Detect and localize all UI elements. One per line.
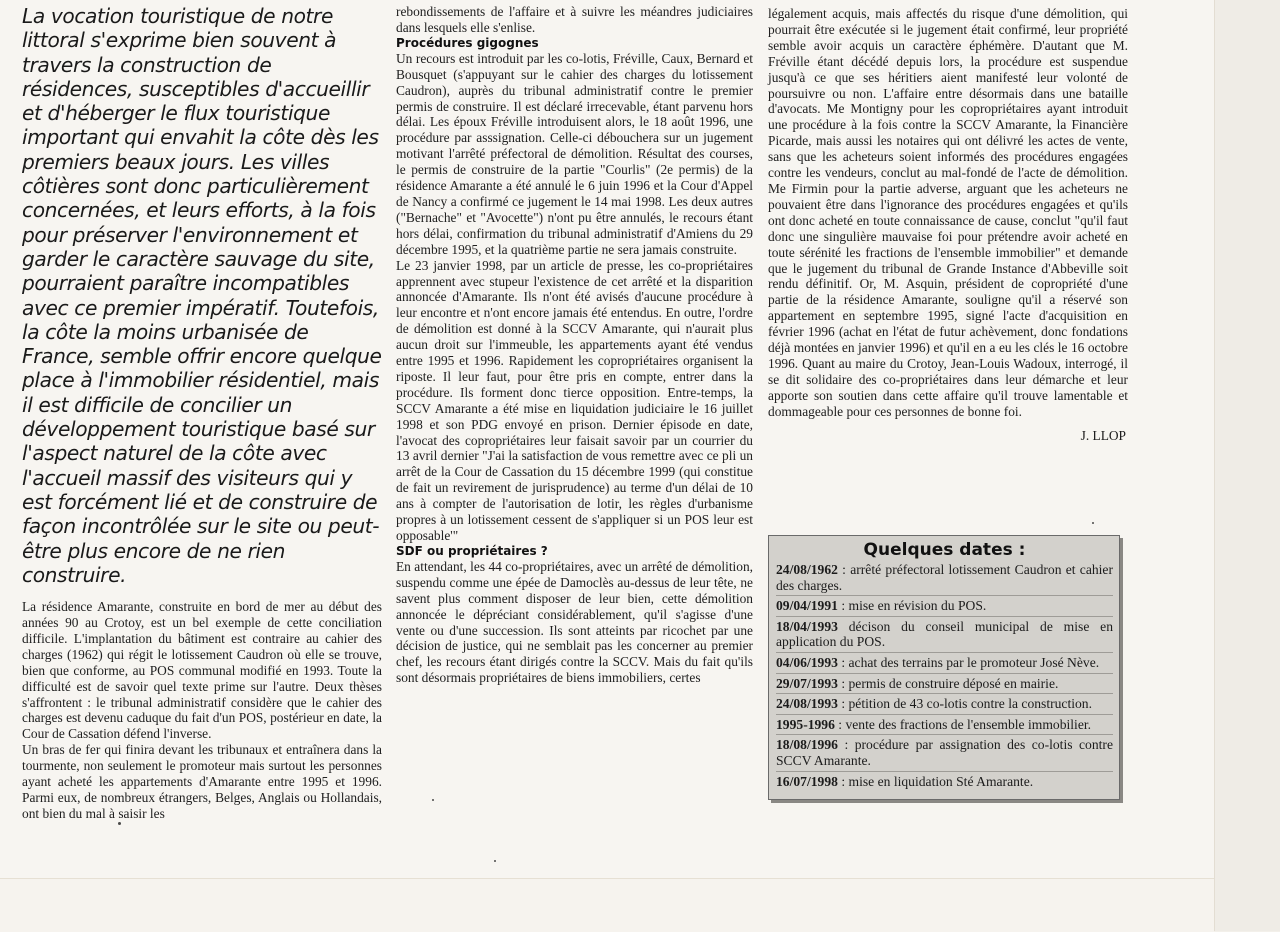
date-description: : mise en révision du POS. <box>837 598 987 614</box>
date-entry <box>776 717 1113 736</box>
column-2 <box>396 4 753 686</box>
date-entry <box>776 774 1113 792</box>
paragraph: Un bras de fer qui finira devant les tribunaux et entraînera dans la tourmente, non seulement le promoteur mais surtout les personnes ayant acheté les appartements d'Amarante entre 1995 et 1996. Parmi eux, de nombreux étrangers, Belges, Anglais ou Hollandais, ont bien du mal à saisir les <box>22 742 382 821</box>
date-description: : mise en liquidation Sté Amarante. <box>837 773 1034 789</box>
date-value: 16/07/1998 <box>776 773 838 789</box>
print-speck <box>1092 522 1094 524</box>
column-3 <box>768 6 1128 444</box>
section-title-sdf: SDF ou propriétaires ? <box>396 543 548 558</box>
date-description: décison du conseil municipal de mise en application du POS. <box>776 618 1113 650</box>
paragraph: Un recours est introduit par les co-lotis, Fréville, Caux, Bernard et Bousquet (s'appuyant sur le cahier des charges du lotissement Caudron), auprès du tribunal administratif contre le premier permis de construire. Il est déclaré irrecevable, étant parvenu hors délai. Les époux Fréville introduisent alors, le 18 août 1996, une procédure par asssignation. Celle-ci débouchera sur un jugement motivant l'arrêté préfectoral de démolition. Résultat des courses, le permis de construire de la partie "Courlis" (2e permis) de la résidence Amarante a été annulé le 6 juin 1996 et la Cour d'Appel de Nancy a confirmé ce jugement le 14 mai 1998. Les deux autres ("Bernache" et "Avocette") n'ont pu être annulés, le recours étant hors délai, confirmation du tribunal administratif d'Amiens du 29 décembre 1995, et la quatrième partie ne sera jamais construite. <box>396 50 753 257</box>
date-entry <box>776 655 1113 674</box>
column-1-body <box>22 599 382 822</box>
page-margin <box>1214 0 1280 931</box>
paragraph: légalement acquis, mais affectés du risque d'une démolition, qui pourrait être exécutée si le jugement était confirmé, leur propriété semble avoir acquis un caractère éphémère. D'autant que M. Fréville étant décédé depuis lors, la procédure est suspendue jusqu'à ce que ses héritiers aient manifesté leur volonté de poursuivre ou non. L'affaire entre désormais dans une bataille d'avocats. Me Montigny pour les copropriétaires ayant introduit une procédure à la fois contre la SCCV Amarante, la Financière Picarde, mais aussi les notaires qui ont délivré les actes de vente, sans que les acheteurs soient informés des procédures engagées contre les vendeurs, conclut au mal-fondé de l'acte de démolition. Me Firmin pour la partie adverse, arguant que les acheteurs ne pouvaient être dans l'ignorance des procédures engagées et qu'ils ont donc acheté en toute connaissance de cause, conclut "qu'il faut donc une singulière mauvaise foi pour prétendre avoir acheté en toute sérénité les fractions de l'ensemble immobilier" et demande que le jugement du tribunal de Grande Instance d'Abbeville soit rendu définitif. Or, M. Asquin, président de copropriété d'une partie de la résidence Amarante, souligne qu'il a réservé son appartement en septembre 1995, signé l'acte d'acquisition en février 1996 (achat en l'état de futur achèvement, donc fondations déjà montées en janvier 1996) et qu'il en a eu les clés le 16 octobre 1996. Quant au maire du Crotoy, Jean-Louis Wadoux, interrogé, il se dit solidaire des co-propriétaires dans leur démarche et leur apporte son soutien dans cette affaire qu'il trouve lamentable et dommageable pour ces personnes de bonne foi. <box>768 6 1128 419</box>
date-description: : permis de construire déposé en mairie. <box>837 675 1059 691</box>
print-speck <box>494 860 496 862</box>
date-value: 1995-1996 <box>776 716 835 732</box>
paragraph: rebondissements de l'affaire et à suivre les méandres judiciaires dans lesquels elle s'enlise. <box>396 4 753 35</box>
column-1 <box>22 0 382 822</box>
date-description: : arrêté préfectoral lotissement Caudron et cahier des charges. <box>776 562 1113 593</box>
date-value: 24/08/1993 <box>776 696 838 712</box>
date-value: 04/06/1993 <box>776 654 838 670</box>
paragraph: Le 23 janvier 1998, par un article de presse, les co-propriétaires apprennent avec stupeur l'existence de cet arrêté et la disparition annoncée d'Amarante. Ils n'ont été avisés d'aucune procédure à leur encontre et n'ont encore jamais été entendus. En outre, l'ordre de démolition est donné à la SCCV Amarante, qui n'aurait plus aucun droit sur l'immeuble, les appartements ayant été vendus entre 1995 et 1996. Rapidement les copropriétaires organisent la riposte. Il leur faut, pour être pris en compte, entrer dans la procédure. Ils forment donc tierce opposition. Entre-temps, la SCCV Amarante a été mise en liquidation judiciaire le 16 juillet 1998 et son PDG envoyé en prison. Dernier épisode en date, l'avocat des copropriétaires leur faisait savoir par un courrier du 13 avril dernier "J'ai la satisfaction de vous remettre avec ce pli un arrêt de la Cour de Cassation du 15 décembre 1999 (qui constitue de fait un revirement de jurisprudence) au terme d'un délai de 10 ans à compter de l'autorisation de lotir, les règles d'urbanisme propres à un lotissement cessent de s'appliquer si un POS leur est opposable'" <box>396 257 753 543</box>
paragraph: La résidence Amarante, construite en bord de mer au début des années 90 au Crotoy, est un bel exemple de cette conciliation difficile. L'implantation du bâtiment est contraire au cahier des charges (1962) qui régit le lotissement Caudron où elle se trouve, bien que conforme, au POS communal modifié en 1993. Toute la difficulté est de savoir quel texte prime sur l'autre. Deux thèses s'affrontent : le tribunal administratif considère que le cahier des charges est devenu caduque du fait d'un POS, postérieur en date, la Cour de Cassation défend l'inverse. <box>22 599 382 742</box>
key-dates-box <box>768 535 1120 800</box>
date-value: 29/07/1993 <box>776 675 838 691</box>
date-entry <box>776 619 1113 653</box>
date-entry <box>776 676 1113 695</box>
date-entry <box>776 737 1113 771</box>
date-description: : pétition de 43 co-lotis contre la construction. <box>837 696 1093 712</box>
column-2-body <box>396 4 753 686</box>
author-signature: J. LLOP <box>1080 427 1126 443</box>
key-dates-title: Quelques dates : <box>863 540 1026 560</box>
date-value: 24/08/1962 <box>776 562 838 577</box>
article-lead: La vocation touristique de notre littoral s'exprime bien souvent à travers la construction de résidences, susceptibles d'accueillir et d'héberger le flux touristique important qui envahit la côte dès les premiers beaux jours. Les villes côtières sont donc particulièrement concernées, et leurs efforts, à la fois pour préserver l'environnement et garder le caractère sauvage du site, pourraient paraître incompatibles avec ce premier impératif. Toutefois, la côte la moins urbanisée de France, semble offrir encore quelque place à l'immobilier résidentiel, mais il est difficile de concilier un développement touristique basé sur l'aspect naturel de la côte avec l'accueil massif des visiteurs qui y est forcément lié et de construire de façon incontrôlée sur le site ou peut-être plus encore de ne rien construire. <box>22 4 382 587</box>
date-entry <box>776 598 1113 617</box>
date-entry <box>776 696 1113 715</box>
print-speck <box>118 822 121 825</box>
date-description: : vente des fractions de l'ensemble immobilier. <box>834 716 1092 732</box>
date-value: 18/08/1996 <box>776 737 838 753</box>
column-3-body <box>768 6 1128 420</box>
print-speck <box>432 799 434 801</box>
date-value: 18/04/1993 <box>776 618 838 634</box>
bottom-margin <box>0 878 1214 932</box>
date-description: : achat des terrains par le promoteur José Nève. <box>837 654 1100 670</box>
date-value: 09/04/1991 <box>776 598 838 614</box>
key-dates-list <box>776 562 1113 791</box>
date-entry <box>776 562 1113 596</box>
paragraph: En attendant, les 44 co-propriétaires, avec un arrêté de démolition, suspendu comme une épée de Damoclès au-dessus de leur tête, ne savent plus comment disposer de leur bien, cette démolition annoncée le dépréciant considérablement, qu'il s'agisse d'une vente ou d'une succession. Ils sont atteints par ricochet par une décision de justice, qui ne semblait pas les concerner au premier chef, les recours étant dirigés contre la SCCV. Mais du fait qu'ils sont désormais propriétaires de biens immobiliers, certes <box>396 558 753 686</box>
date-description: : procédure par assignation des co-lotis contre SCCV Amarante. <box>776 737 1113 768</box>
section-title-procedures: Procédures gigognes <box>396 35 539 50</box>
